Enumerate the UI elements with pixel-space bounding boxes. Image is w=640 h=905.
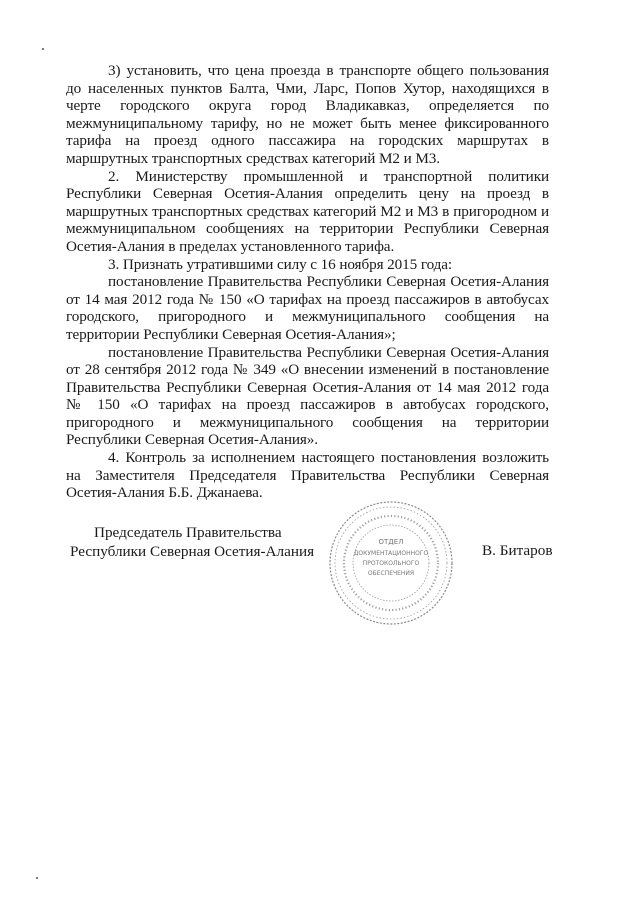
stamp-line-4: ОБЕСПЕЧЕНИЯ xyxy=(367,570,415,577)
stamp-line-1: ОТДЕЛ xyxy=(378,538,404,546)
paragraph-repeal-heading: 3. Признать утратившими силу с 16 ноября 2015 года: xyxy=(108,255,453,273)
scan-speck xyxy=(42,48,44,50)
paragraph-repealed-decree-349: постановление Правительства Республики Северная Осетия-Алания от 28 сентября 2012 года № 349 «О внесении изменений в постановление Правительства Республики Северная Осетия-Алания от 14 мая 2012 года № 150 «О тарифах на проезд пассажиров в автобусах городского, пригородного и межмуниципального сообщения на территории Республики Северная Осетия-Алания». xyxy=(66,343,549,449)
signatory-title-line1: Председатель Правительства xyxy=(94,524,282,541)
signatory-title xyxy=(70,523,314,561)
stamp-line-2: ДОКУМЕНТАЦИОННОГО xyxy=(353,550,429,557)
paragraph-ministry-instruction: 2. Министерству промышленной и транспортной политики Республики Северная Осетия-Алания определить цену на проезд в маршрутных транспортных средствах категорий М2 и М3 в пригородном и межмуниципальном сообщениях на территории Республики Северная Осетия-Алания в пределах установленного тарифа. xyxy=(66,167,549,255)
paragraph-repealed-decree-150: постановление Правительства Республики Северная Осетия-Алания от 14 мая 2012 года № 150 «О тарифах на проезд пассажиров в автобусах городского, пригородного и межмуниципального сообщения на территории Республики Северная Осетия-Алания»; xyxy=(66,273,549,343)
official-stamp xyxy=(326,498,456,628)
signatory-title-line2: Республики Северная Осетия-Алания xyxy=(70,543,315,560)
document-body xyxy=(66,62,549,502)
scan-speck xyxy=(36,877,38,879)
signatory-name: В. Битаров xyxy=(482,542,553,559)
paragraph-tariff-rule: 3) установить, что цена проезда в транспорте общего пользования до населенных пунктов Балта, Чми, Ларс, Попов Хутор, находящихся в черте городского округа город Владикавказ, определяется по межмуниципальному тарифу, но не может быть менее фиксированного тарифа на проезд одного пассажира на городских маршрутах в маршрутных транспортных средствах категорий М2 и М3. xyxy=(66,62,549,167)
paragraph-control-clause: 4. Контроль за исполнением настоящего постановления возложить на Заместителя Председателя Правительства Республики Северная Осетия-Алания Б.Б. Джанаева. xyxy=(66,449,549,502)
stamp-line-3: ПРОТОКОЛЬНОГО xyxy=(362,560,420,567)
